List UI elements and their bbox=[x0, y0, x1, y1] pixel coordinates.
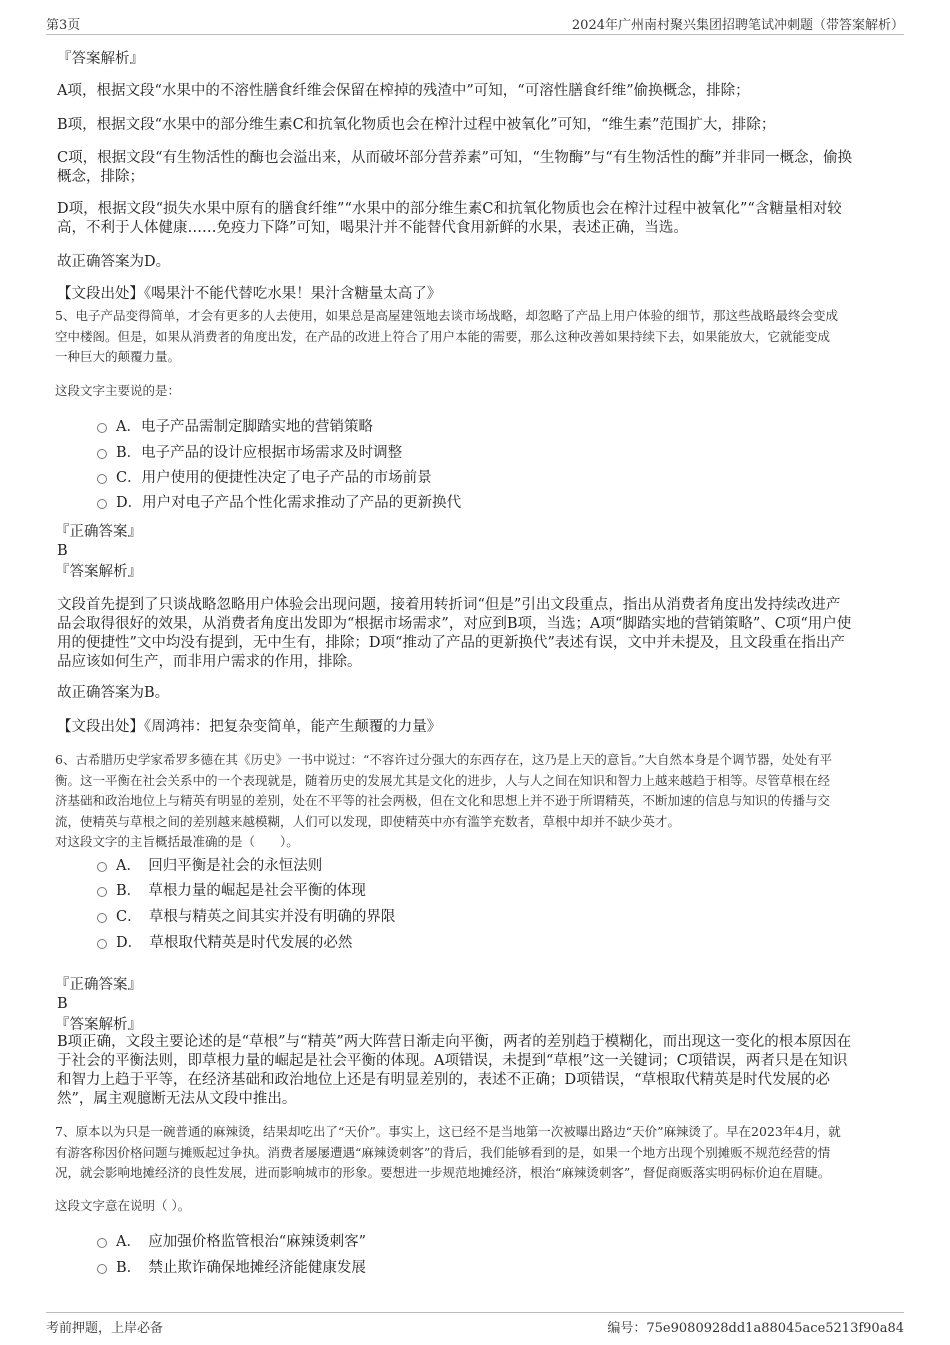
radio-icon[interactable] bbox=[97, 1264, 107, 1274]
q6-option-a-label: A． 回归平衡是社会的永恒法则 bbox=[116, 858, 323, 874]
q4-analysis-c-line1: C项，根据文段“有生物活性的酶也会溢出来，从而破坏部分营养素”可知，“生物酶”与“有生物活性的酶”并非同一概念，偷换 bbox=[57, 150, 853, 166]
q4-source: 【文段出处】《喝果汁不能代替吃水果！果汁含糖量太高了》 bbox=[57, 286, 442, 302]
q7-stem-line3: 况，就会影响地摊经济的良性发展，进而影响城市的形象。要想进一步规范地摊经济，根治“麻辣烫刺客”，督促商贩落实明码标价迫在眉睫。 bbox=[55, 1165, 831, 1180]
radio-icon[interactable] bbox=[97, 423, 107, 433]
q5-stem bbox=[55, 306, 887, 368]
q7-option-b-label: B． 禁止欺诈确保地摊经济能健康发展 bbox=[116, 1260, 366, 1276]
q5-stem-line1: 5、电子产品变得简单，才会有更多的人去使用，如果总是高屋建瓴地去谈市场战略，却忽略了产品上用户体验的细节，那这些战略最终会变成 bbox=[55, 308, 838, 323]
radio-icon[interactable] bbox=[97, 939, 107, 949]
q5-question: 这段文字主要说的是： bbox=[55, 383, 181, 398]
q4-analysis-b: B项，根据文段“水果中的部分维生素C和抗氧化物质也会在榨汁过程中被氧化”可知，“维生素”范围扩大，排除； bbox=[57, 117, 776, 133]
q7-option-a-label: A． 应加强价格监管根治“麻辣烫刺客” bbox=[116, 1234, 367, 1250]
radio-icon[interactable] bbox=[97, 862, 107, 872]
q6-analysis bbox=[57, 1033, 889, 1109]
q7-stem bbox=[55, 1122, 887, 1184]
q4-analysis-c bbox=[57, 149, 889, 187]
q4-analysis-c-line2: 概念，排除； bbox=[57, 169, 144, 185]
q6-stem-line3: 济基础和政治地位上与精英有明显的差别，处在不平等的社会两极，但在文化和思想上并不逊于所谓精英，不断加速的信息与知识的传播与交 bbox=[55, 793, 831, 808]
q4-conclusion: 故正确答案为D。 bbox=[57, 254, 171, 270]
q5-analysis-label: 『答案解析』 bbox=[55, 564, 142, 580]
q6-analysis-label: 『答案解析』 bbox=[55, 1017, 142, 1033]
q5-source: 【文段出处】《周鸿祎：把复杂变简单，能产生颠覆的力量》 bbox=[57, 719, 442, 735]
q5-analysis-line4: 品应该如何生产，而非用户需求的作用，排除。 bbox=[57, 654, 362, 670]
page-footer bbox=[46, 1312, 904, 1337]
q5-option-b[interactable] bbox=[97, 442, 402, 464]
q6-option-d-label: D． 草根取代精英是时代发展的必然 bbox=[116, 935, 353, 951]
document-id: 编号：75e9080928dd1a88045ace5213f90a84 bbox=[607, 1321, 904, 1336]
q6-option-b-label: B． 草根力量的崛起是社会平衡的体现 bbox=[116, 883, 366, 899]
q5-analysis-line2: 品会取得很好的效果，从消费者角度出发即为“根据市场需求”，对应到B项，当选；A项“脚踏实地的营销策略”、C项“用户使 bbox=[57, 616, 852, 632]
radio-icon[interactable] bbox=[97, 449, 107, 459]
q7-option-b[interactable] bbox=[97, 1257, 366, 1279]
q5-option-d-label: D．用户对电子产品个性化需求推动了产品的更新换代 bbox=[116, 495, 462, 511]
q4-analysis-d bbox=[57, 200, 889, 238]
page-number: 第3页 bbox=[46, 18, 81, 33]
q7-stem-line1: 7、原本以为只是一碗普通的麻辣烫，结果却吃出了“天价”。事实上，这已经不是当地第一次被曝出路边“天价”麻辣烫了。早在2023年4月，就 bbox=[55, 1124, 841, 1139]
q4-analysis-d-line2: 高，不利于人体健康……免疫力下降”可知，喝果汁并不能替代食用新鲜的水果，表述正确，当选。 bbox=[57, 220, 688, 236]
q4-analysis-label: 『答案解析』 bbox=[57, 51, 144, 67]
q6-stem-line2: 衡。这一平衡在社会关系中的一个表现就是，随着历史的发展尤其是文化的进步，人与人之间在知识和智力上越来越趋于相等。尽管草根在经 bbox=[55, 772, 831, 788]
q5-stem-line3: 一种巨大的颠覆力量。 bbox=[55, 349, 181, 364]
q6-analysis-line4: 然”，属主观臆断无法从文段中推出。 bbox=[57, 1091, 297, 1107]
footer-slogan: 考前押题，上岸必备 bbox=[46, 1321, 164, 1336]
q6-answer: B bbox=[57, 996, 68, 1012]
q4-analysis-a: A项，根据文段“水果中的不溶性膳食纤维会保留在榨掉的残渣中”可知，“可溶性膳食纤维”偷换概念，排除； bbox=[57, 83, 750, 99]
q6-stem-line4: 流，使精英与草根之间的差别越来越模糊，人们可以发现，即使精英中亦有滥竽充数者，草根中却并不缺少英才。 bbox=[55, 813, 681, 829]
q6-question: 对这段文字的主旨概括最准确的是（ ）。 bbox=[55, 834, 299, 849]
radio-icon[interactable] bbox=[97, 887, 107, 897]
q5-answer: B bbox=[57, 543, 68, 559]
q5-analysis bbox=[57, 596, 889, 672]
q6-option-a[interactable] bbox=[97, 855, 322, 877]
q6-stem bbox=[55, 750, 887, 853]
q7-option-a[interactable] bbox=[97, 1231, 366, 1253]
q5-option-a[interactable] bbox=[97, 416, 373, 438]
q6-analysis-line3: 和智力上趋于平等，在经济基础和政治地位上还是有明显差别的，表述不正确；D项错误，“草根取代精英是时代发展的必 bbox=[57, 1072, 831, 1088]
q6-option-b[interactable] bbox=[97, 880, 366, 902]
q6-option-c[interactable] bbox=[97, 906, 395, 928]
page-header bbox=[46, 10, 904, 35]
q5-stem-line2: 空中楼阁。但是，如果从消费者的角度出发，在产品的改进上符合了用户本能的需要，那么这种改善如果持续下去，如果能放大，它就能变成 bbox=[55, 328, 831, 344]
q4-analysis-d-line1: D项，根据文段“损失水果中原有的膳食纤维”“水果中的部分维生素C和抗氧化物质也会在榨汁过程中被氧化”“含糖量相对较 bbox=[57, 201, 842, 217]
radio-icon[interactable] bbox=[97, 913, 107, 923]
q5-analysis-line1: 文段首先提到了只谈战略忽略用户体验会出现问题，接着用转折词“但是”引出文段重点，指出从消费者角度出发持续改进产 bbox=[57, 597, 841, 613]
document-title: 2024年广州南村聚兴集团招聘笔试冲刺题（带答案解析） bbox=[571, 18, 904, 33]
q5-answer-label: 『正确答案』 bbox=[55, 524, 142, 540]
q6-analysis-line2: 于社会的平衡法则，即草根力量的崛起是社会平衡的体现。A项错误，未提到“草根”这一关键词；C项错误，两者只是在知识 bbox=[57, 1053, 848, 1069]
radio-icon[interactable] bbox=[97, 1238, 107, 1248]
q7-stem-line2: 有游客称因价格问题与摊贩起过争执。消费者屡屡遭遇“麻辣烫刺客”的背后，我们能够看到的是，如果一个地方出现个别摊贩不规范经营的情 bbox=[55, 1144, 831, 1160]
q5-analysis-line3: 用的便捷性”文中均没有提到，无中生有，排除；D项“推动了产品的更新换代”表述有误，文中并未提及，且文段重在指出产 bbox=[57, 635, 845, 651]
q7-question: 这段文字意在说明（ ）。 bbox=[55, 1198, 191, 1213]
q5-conclusion: 故正确答案为B。 bbox=[57, 685, 170, 701]
q5-option-c[interactable] bbox=[97, 467, 432, 489]
q6-option-d[interactable] bbox=[97, 932, 352, 954]
q6-analysis-line1: B项正确，文段主要论述的是“草根”与“精英”两大阵营日渐走向平衡，两者的差别趋于模糊化，而出现这一变化的根本原因在 bbox=[57, 1034, 852, 1050]
radio-icon[interactable] bbox=[97, 499, 107, 509]
q6-stem-line1: 6、古希腊历史学家希罗多德在其《历史》一书中说过：“不容许过分强大的东西存在，这乃是上天的意旨。”大自然本身是个调节器，处处有平 bbox=[55, 752, 832, 767]
radio-icon[interactable] bbox=[97, 474, 107, 484]
q5-option-b-label: B．电子产品的设计应根据市场需求及时调整 bbox=[116, 445, 403, 461]
q6-option-c-label: C． 草根与精英之间其实并没有明确的界限 bbox=[116, 909, 396, 925]
q5-option-d[interactable] bbox=[97, 492, 461, 514]
q5-option-a-label: A．电子产品需制定脚踏实地的营销策略 bbox=[116, 419, 373, 435]
q5-option-c-label: C．用户使用的便捷性决定了电子产品的市场前景 bbox=[116, 470, 432, 486]
q6-answer-label: 『正确答案』 bbox=[55, 977, 142, 993]
